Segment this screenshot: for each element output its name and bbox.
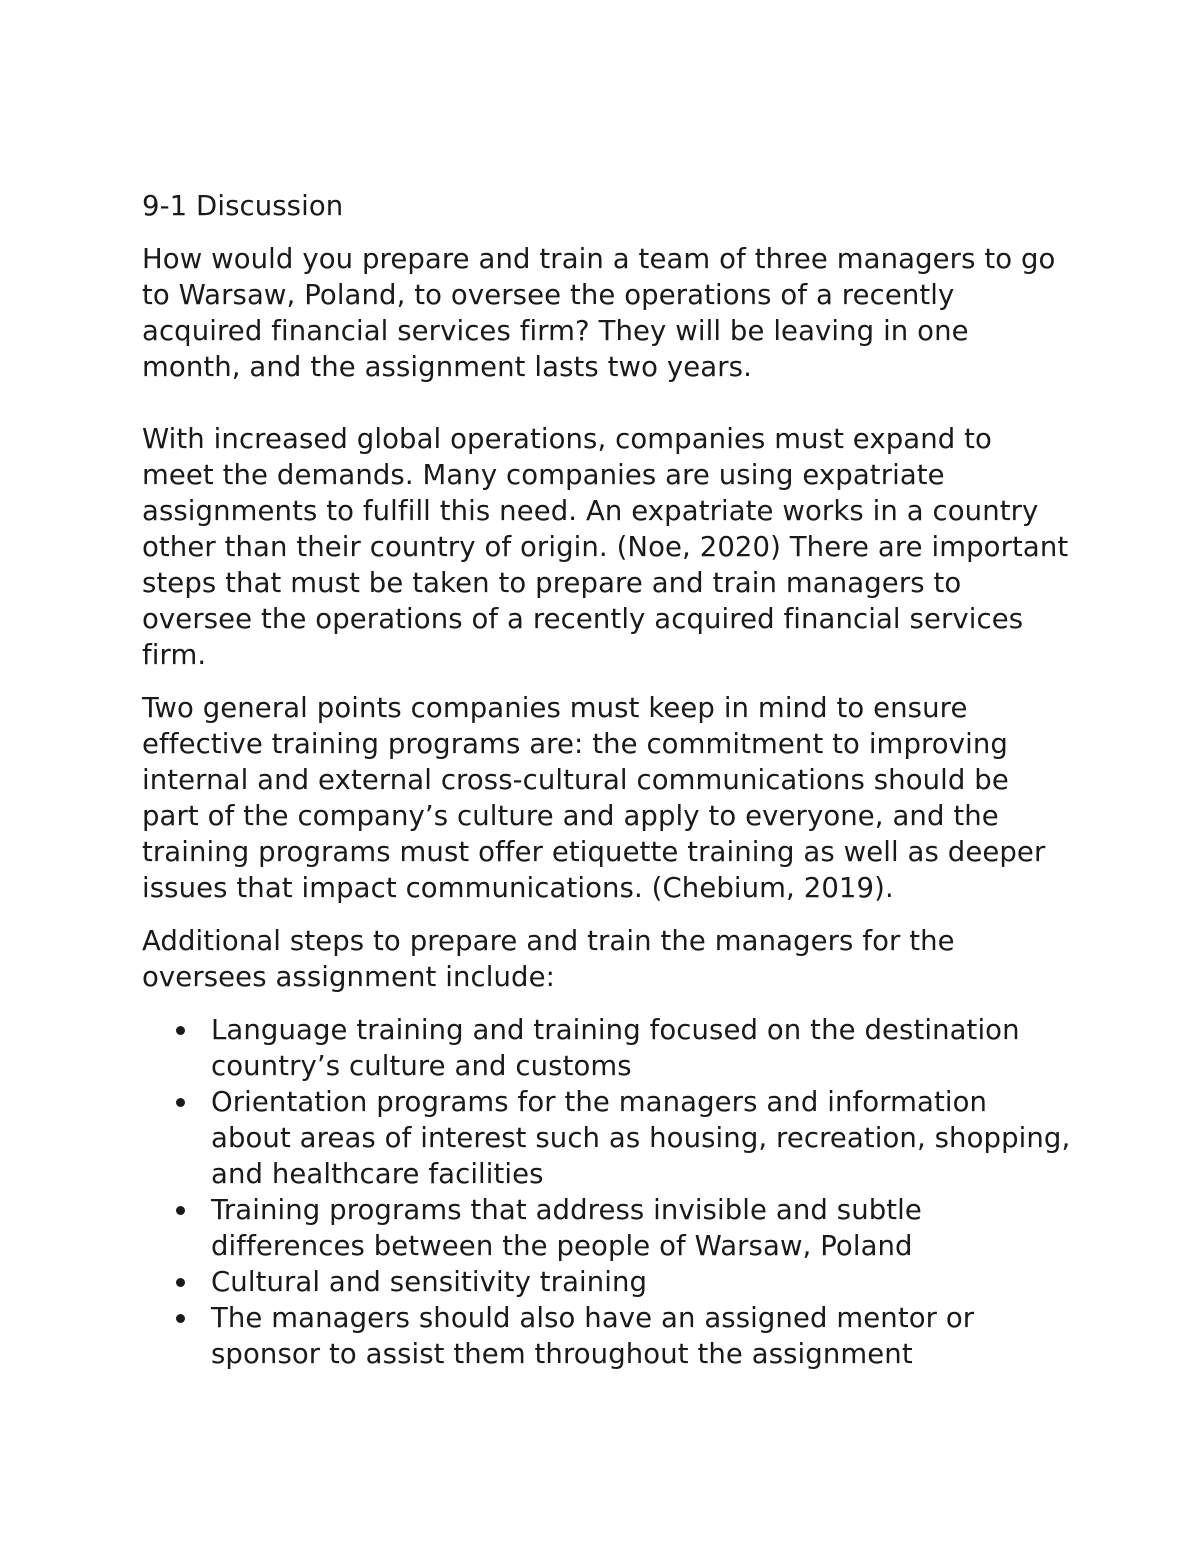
bullet-list	[142, 1012, 1072, 1372]
list-item-text: Orientation programs for the managers and information about areas of interest such as housing, recreation, shopping, and healthcare facilities	[211, 1086, 1071, 1190]
bullet-icon	[176, 1026, 185, 1035]
paragraph: Two general points companies must keep in mind to ensure effective training programs are: the commitment to improving internal and external cross-cultural communications should be part of the company’s culture and apply to everyone, and the training programs must offer etiquette training as well as deeper issues that impact communications. (Chebium, 2019).	[142, 692, 1046, 904]
list-item-text: Language training and training focused on the destination country’s culture and customs	[211, 1014, 1020, 1082]
list-item	[142, 1012, 1072, 1084]
list-item-text: Training programs that address invisible and subtle differences between the people of Warsaw, Poland	[211, 1194, 922, 1262]
bullet-icon	[176, 1278, 185, 1287]
list-item-text: Cultural and sensitivity training	[211, 1266, 648, 1298]
list-item	[142, 1084, 1072, 1192]
bullet-icon	[176, 1206, 185, 1215]
document-body	[142, 188, 1072, 1372]
bullet-icon	[176, 1314, 185, 1323]
paragraph: With increased global operations, companies must expand to meet the demands. Many companies are using expatriate assignments to fulfill this need. An expatriate works in a country other than their country of origin. (Noe, 2020) There are important steps that must be taken to prepare and train managers to oversee the operations of a recently acquired financial services firm.	[142, 423, 1069, 671]
paragraph: Additional steps to prepare and train the managers for the oversees assignment include:	[142, 925, 955, 993]
list-item	[142, 1300, 1072, 1372]
bullet-icon	[176, 1098, 185, 1107]
list-item-text: The managers should also have an assigned mentor or sponsor to assist them throughout the assignment	[211, 1302, 975, 1370]
discussion-question: How would you prepare and train a team of three managers to go to Warsaw, Poland, to oversee the operations of a recently acquired financial services firm? They will be leaving in one month, and the assignment lasts two years.	[142, 243, 1056, 383]
list-item	[142, 1192, 1072, 1264]
list-item	[142, 1264, 1072, 1300]
document-title: 9-1 Discussion	[142, 190, 344, 222]
